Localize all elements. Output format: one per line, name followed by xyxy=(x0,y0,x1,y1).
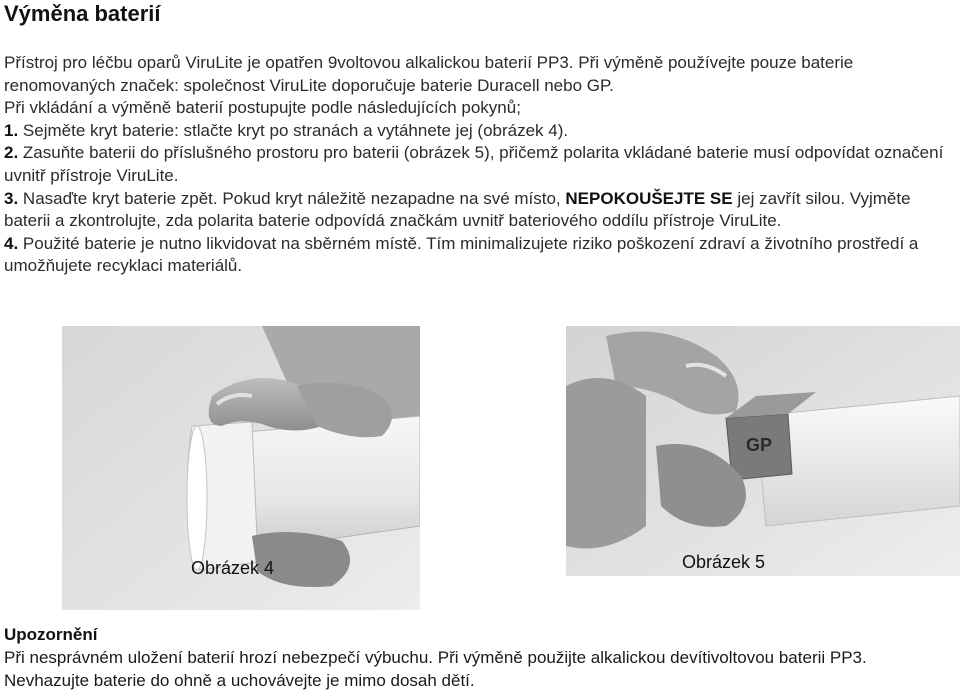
step-number: 3. xyxy=(4,188,19,208)
warning-text: Při nesprávném uložení baterií hrozí nebezpečí výbuchu. Při výměně použijte alkalickou devítivoltovou baterii PP3. Nevhazujte baterie do ohně a uchovávejte je mimo dosah dětí. xyxy=(4,648,867,690)
warning-title: Upozornění xyxy=(4,625,98,644)
intro-instruction: Při vkládání a výměně baterií postupujte podle následujících pokynů; xyxy=(4,98,521,118)
step-text: Sejměte kryt baterie: stlačte kryt po stranách a vytáhnete jej (obrázek 4). xyxy=(22,120,569,140)
step-text-continued: jej zavřít silou. Vyjměte baterii a zkontrolujte, zda polarita baterie odpovídá značkám uvnitř bateriového oddílu přístroje ViruLite. xyxy=(4,188,911,231)
step-number: 4. xyxy=(4,233,19,253)
figure-4-caption: Obrázek 4 xyxy=(191,558,275,578)
step-2 xyxy=(4,142,954,187)
intro-paragraph: Přístroj pro léčbu oparů ViruLite je opatřen 9voltovou alkalickou baterií PP3. Při výměně používejte pouze baterie renomovaných značek: společnost ViruLite doporučuje baterie Duracell nebo GP. xyxy=(4,53,854,95)
step-emphasis: NEPOKOUŠEJTE SE xyxy=(565,188,733,208)
step-3 xyxy=(4,188,954,233)
step-text: Zasuňte baterii do příslušného prostoru pro baterii (obrázek 5), přičemž polarita vkládané baterie musí odpovídat označení uvnitř přístroje ViruLite. xyxy=(4,143,944,185)
instructions xyxy=(4,52,954,278)
step-text: Nasaďte kryt baterie zpět. Pokud kryt náležitě nezapadne na své místo, xyxy=(22,188,561,208)
page-title: Výměna baterií xyxy=(4,1,161,26)
hand-inserting-battery-illustration xyxy=(566,326,960,576)
step-1 xyxy=(4,120,954,143)
battery-brand-label: GP xyxy=(746,435,773,455)
figure-5-caption: Obrázek 5 xyxy=(682,552,766,572)
step-4 xyxy=(4,233,954,278)
step-text: Použité baterie je nutno likvidovat na sběrném místě. Tím minimalizujete riziko poškození zdraví a životního prostředí a umožňujete recyklaci materiálů. xyxy=(4,233,919,276)
figure-5-photo xyxy=(566,326,960,576)
step-number: 1. xyxy=(4,120,19,140)
step-number: 2. xyxy=(4,143,19,163)
